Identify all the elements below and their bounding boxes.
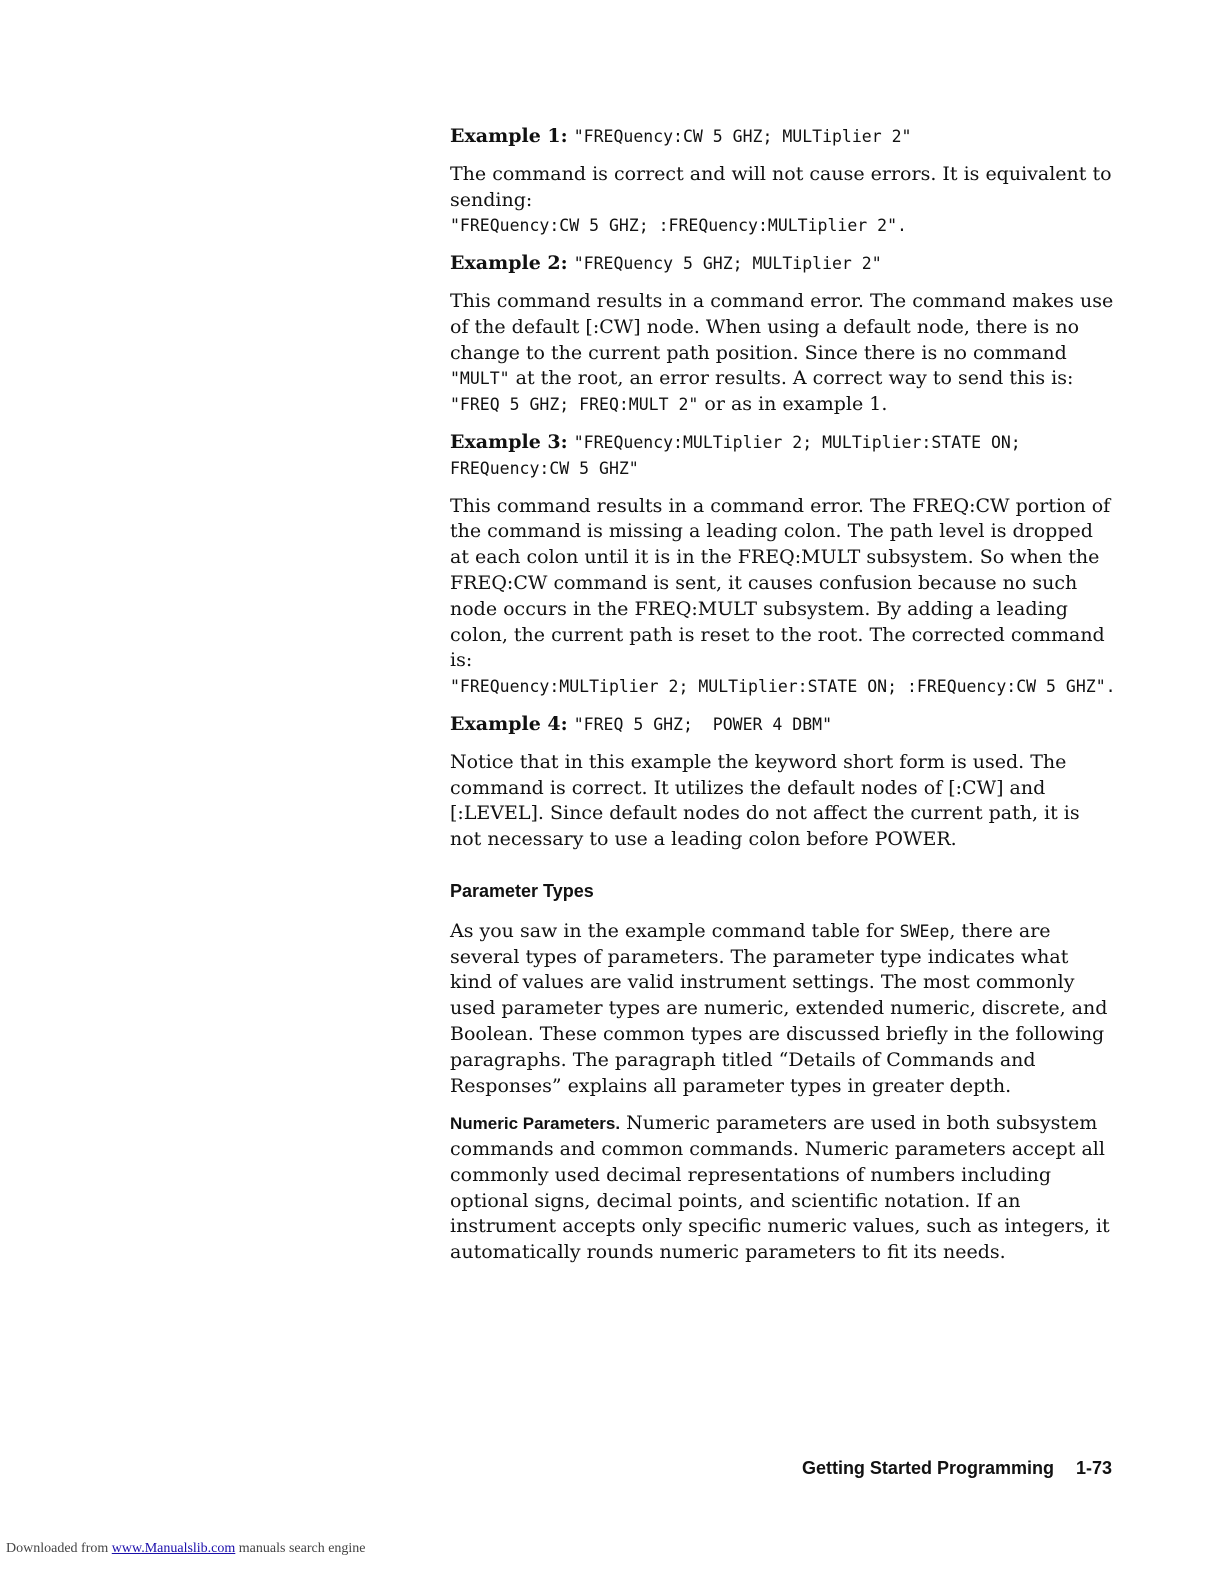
- example-2-desc-text-2: at the root, an error results. A correct way to send this is:: [509, 367, 1074, 390]
- example-4-description: [450, 750, 1116, 853]
- download-prefix: Downloaded from: [6, 1541, 112, 1556]
- example-1-desc-text: The command is correct and will not cause errors. It is equivalent to sending:: [450, 162, 1112, 211]
- page-number: 1-73: [1075, 1458, 1112, 1478]
- example-2-desc-text-3: or as in example 1.: [698, 393, 888, 416]
- example-4-label: Example 4:: [450, 712, 568, 735]
- example-3-label: Example 3:: [450, 430, 568, 453]
- numeric-parameters-paragraph: [450, 1111, 1116, 1266]
- example-2-label: Example 2:: [450, 252, 568, 275]
- example-3-command: "FREQuency:MULTiplier 2; MULTiplier:STATE ON; FREQuency:CW 5 GHZ": [450, 432, 1021, 478]
- sweep-code: SWEep: [899, 921, 950, 941]
- example-1-header: [450, 124, 1116, 150]
- download-suffix: manuals search engine: [235, 1541, 366, 1556]
- example-1-description: [450, 162, 1116, 239]
- example-2-command: "FREQuency 5 GHZ; MULTiplier 2": [573, 254, 882, 274]
- download-notice: [6, 1541, 366, 1557]
- numeric-parameters-text: Numeric parameters are used in both subsystem commands and common commands. Numeric parameters accept all commonly used decimal representations of numbers including optional signs, decimal points, and scientific notation. If an instrument accepts only specific numeric values, such as integers, it automatically rounds numeric parameters to fit its needs.: [450, 1112, 1110, 1264]
- parameter-types-heading: Parameter Types: [450, 880, 594, 901]
- numeric-parameters-label: Numeric Parameters.: [450, 1114, 621, 1134]
- example-3-header: [450, 430, 1116, 482]
- manualslib-link[interactable]: www.Manualslib.com: [111, 1541, 236, 1556]
- footer-section-title: Getting Started Programming: [801, 1458, 1054, 1478]
- page-content: [450, 124, 1116, 1278]
- parameter-types-intro: [450, 919, 1116, 1100]
- parameter-types-intro-text-2: , there are several types of parameters. The parameter type indicates what kind of values are valid instrument settings. The most commonly used parameter types are numeric, extended numeric, discrete, and Boolean. These common types are discussed briefly in the following paragraphs. The paragraph titled “Details of Commands and Responses” explains all parameter types in greater depth.: [450, 919, 1108, 1097]
- example-1-command: "FREQuency:CW 5 GHZ; MULTiplier 2": [573, 127, 912, 146]
- example-3-desc-text: This command results in a command error. The FREQ:CW portion of the command is missing a leading colon. The path level is dropped at each colon until it is in the FREQ:MULT subsystem. So when the FREQ:CW command is sent, it causes confusion because no such node occurs in the FREQ:MULT subsystem. By adding a leading colon, the current path is reset to the root. The corrected command is:: [450, 494, 1111, 672]
- example-4-command: "FREQ 5 GHZ; POWER 4 DBM": [573, 714, 832, 734]
- example-2-mult-code: "MULT": [450, 369, 510, 389]
- page-footer: [802, 1458, 1112, 1479]
- example-1-label: Example 1:: [450, 125, 568, 147]
- example-2-desc-text-1: This command results in a command error. The command makes use of the default [:CW] node. When using a default node, there is no change to the current path position. Since there is no command: [450, 289, 1114, 364]
- example-2-description: [450, 289, 1116, 418]
- parameter-types-intro-text-1: As you saw in the example command table for: [450, 919, 900, 942]
- example-3-description: [450, 494, 1116, 700]
- example-2-header: [450, 251, 1116, 277]
- example-1-equivalent-command: "FREQuency:CW 5 GHZ; :FREQuency:MULTiplier 2".: [450, 216, 907, 236]
- example-3-corrected-command: "FREQuency:MULTiplier 2; MULTiplier:STATE ON; :FREQuency:CW 5 GHZ".: [450, 677, 1116, 697]
- example-4-desc-text: Notice that in this example the keyword short form is used. The command is correct. It utilizes the default nodes of [:CW] and [:LEVEL]. Since default nodes do not affect the current path, it is not necessary to use a leading colon before POWER.: [450, 750, 1080, 851]
- example-4-header: [450, 712, 1116, 738]
- example-2-fix-code: "FREQ 5 GHZ; FREQ:MULT 2": [450, 395, 699, 415]
